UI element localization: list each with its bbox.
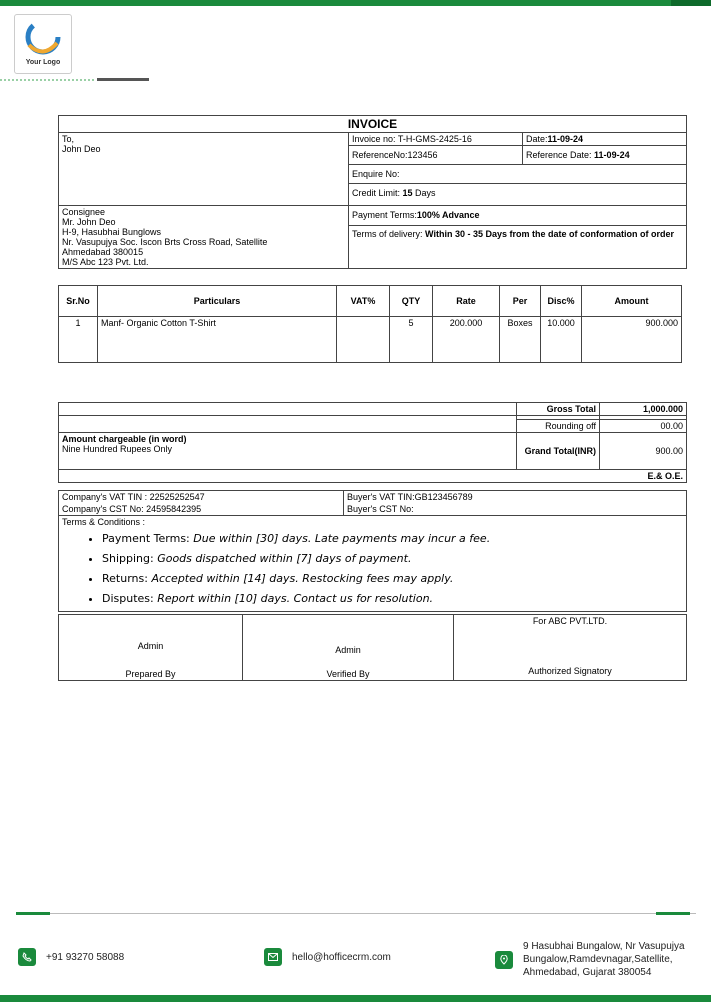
terms-heading: Terms & Conditions : (62, 517, 146, 527)
terms-cell (59, 516, 687, 612)
tax-table (58, 490, 687, 612)
buyer-vat: Buyer's VAT TIN:GB123456789 (344, 491, 687, 504)
invoice-number: Invoice no: T-H-GMS-2425-16 (349, 133, 523, 146)
grand-total-label: Grand Total(INR) (517, 433, 600, 470)
consignee-company: M/S Abc 123 Pvt. Ltd. (62, 257, 149, 267)
list-item: • Payment Terms: Due within [30] days. Late payments may incur a fee. (102, 529, 683, 549)
table-row (59, 317, 682, 363)
consignee-name: Mr. John Deo (62, 217, 116, 227)
address-line: 9 Hasubhai Bungalow, Nr Vasupujya (523, 941, 685, 952)
col-header-srno: Sr.No (59, 286, 98, 317)
bill-to-cell (59, 133, 349, 206)
cell-amount: 900.000 (582, 317, 682, 363)
terms-list (62, 529, 683, 609)
col-header-per: Per (500, 286, 541, 317)
cell-rate: 200.000 (433, 317, 500, 363)
rounding-off-value: 00.00 (600, 420, 687, 433)
verified-by-cell (243, 615, 454, 681)
invoice-date: 11-09-24 (547, 134, 584, 144)
credit-limit: Credit Limit: 15 Days (349, 184, 687, 206)
verified-by-name: Admin (335, 645, 361, 655)
cell-particulars: Manf- Organic Cotton T-Shirt (98, 317, 337, 363)
col-header-particulars: Particulars (98, 286, 337, 317)
to-name: John Deo (62, 144, 101, 154)
consignee-address-line: H-9, Hasubhai Bunglows (62, 227, 162, 237)
col-header-vat: VAT% (337, 286, 390, 317)
list-item: • Shipping: Goods dispatched within [7] days of payment. (102, 549, 683, 569)
email-text: hello@hofficecrm.com (292, 951, 391, 963)
list-item: • Disputes: Report within [10] days. Contact us for resolution. (102, 589, 683, 609)
col-header-disc: Disc% (541, 286, 582, 317)
address-line: Bungalow,Ramdevnagar,Satellite, (523, 954, 673, 965)
items-table (58, 285, 682, 363)
reference-date: 11-09-24 (594, 150, 630, 160)
consignee-address-line: Nr. Vasupujya Soc. Iscon Brts Cross Road, Satellite (62, 237, 268, 247)
col-header-amount: Amount (582, 286, 682, 317)
consignee-label: Consignee (62, 207, 106, 217)
terms-of-delivery: Terms of delivery: Within 30 - 35 Days from the date of conformation of order (349, 226, 687, 269)
col-header-qty: QTY (390, 286, 433, 317)
cell-vat (337, 317, 390, 363)
signature-table (58, 614, 687, 681)
eoe-note: E.& O.E. (59, 470, 687, 483)
list-item: • Returns: Accepted within [14] days. Restocking fees may apply. (102, 569, 683, 589)
footer-address (495, 940, 685, 979)
footer-phone[interactable] (18, 948, 124, 966)
prepared-by-label: Prepared By (125, 669, 176, 679)
cell-disc: 10.000 (541, 317, 582, 363)
footer-accent-right (656, 912, 690, 915)
prepared-by-cell (59, 615, 243, 681)
bottom-accent-bar (0, 995, 711, 1002)
footer-email[interactable] (264, 948, 391, 966)
address-line: Ahmedabad, Gujarat 380054 (523, 967, 652, 978)
company-vat: Company's VAT TIN : 22525252547 (59, 491, 344, 504)
verified-by-label: Verified By (326, 669, 370, 679)
prepared-by-name: Admin (137, 641, 164, 651)
top-accent-bar (0, 0, 711, 6)
cell-per: Boxes (500, 317, 541, 363)
logo-text: Your Logo (25, 59, 61, 66)
enquire-number: Enquire No: (349, 165, 687, 184)
amount-words-value: Nine Hundred Rupees Only (62, 444, 173, 454)
gross-total-value: 1,000.000 (600, 403, 687, 416)
totals-table (58, 402, 687, 483)
phone-icon (18, 948, 36, 966)
invoice-header-table (58, 115, 687, 269)
header-grey-line (97, 78, 149, 81)
invoice-date-cell: Date:11-09-24 (523, 133, 687, 146)
company-logo (14, 14, 72, 74)
amount-words-label: Amount chargeable (in word) (62, 434, 187, 444)
buyer-cst: Buyer's CST No: (344, 503, 687, 516)
reference-date-cell: Reference Date: 11-09-24 (523, 146, 687, 165)
payment-terms: Payment Terms:100% Advance (349, 206, 687, 226)
consignee-address-line: Ahmedabad 380015 (62, 247, 144, 257)
amount-in-words-cell (59, 433, 517, 470)
gross-total-label: Gross Total (517, 403, 600, 416)
footer-accent-left (16, 912, 50, 915)
authorized-signatory-label: Authorized Signatory (528, 666, 612, 676)
logo-icon (23, 19, 63, 59)
consignee-cell (59, 206, 349, 269)
phone-text: +91 93270 58088 (46, 951, 125, 963)
to-label: To, (62, 134, 75, 144)
reference-number: ReferenceNo:123456 (349, 146, 523, 165)
cell-qty: 5 (390, 317, 433, 363)
grand-total-value: 900.00 (600, 433, 687, 470)
header-dotted-line (0, 79, 95, 81)
cell-srno: 1 (59, 317, 98, 363)
invoice-title: INVOICE (59, 116, 687, 133)
location-icon (495, 951, 513, 969)
mail-icon (264, 948, 282, 966)
for-company: For ABC PVT.LTD. (532, 616, 608, 626)
rounding-off-label: Rounding off (517, 420, 600, 433)
items-header-row (59, 286, 682, 317)
company-cst: Company's CST No: 24595842395 (59, 503, 344, 516)
col-header-rate: Rate (433, 286, 500, 317)
authorized-cell (454, 615, 687, 681)
footer-divider (16, 913, 696, 914)
